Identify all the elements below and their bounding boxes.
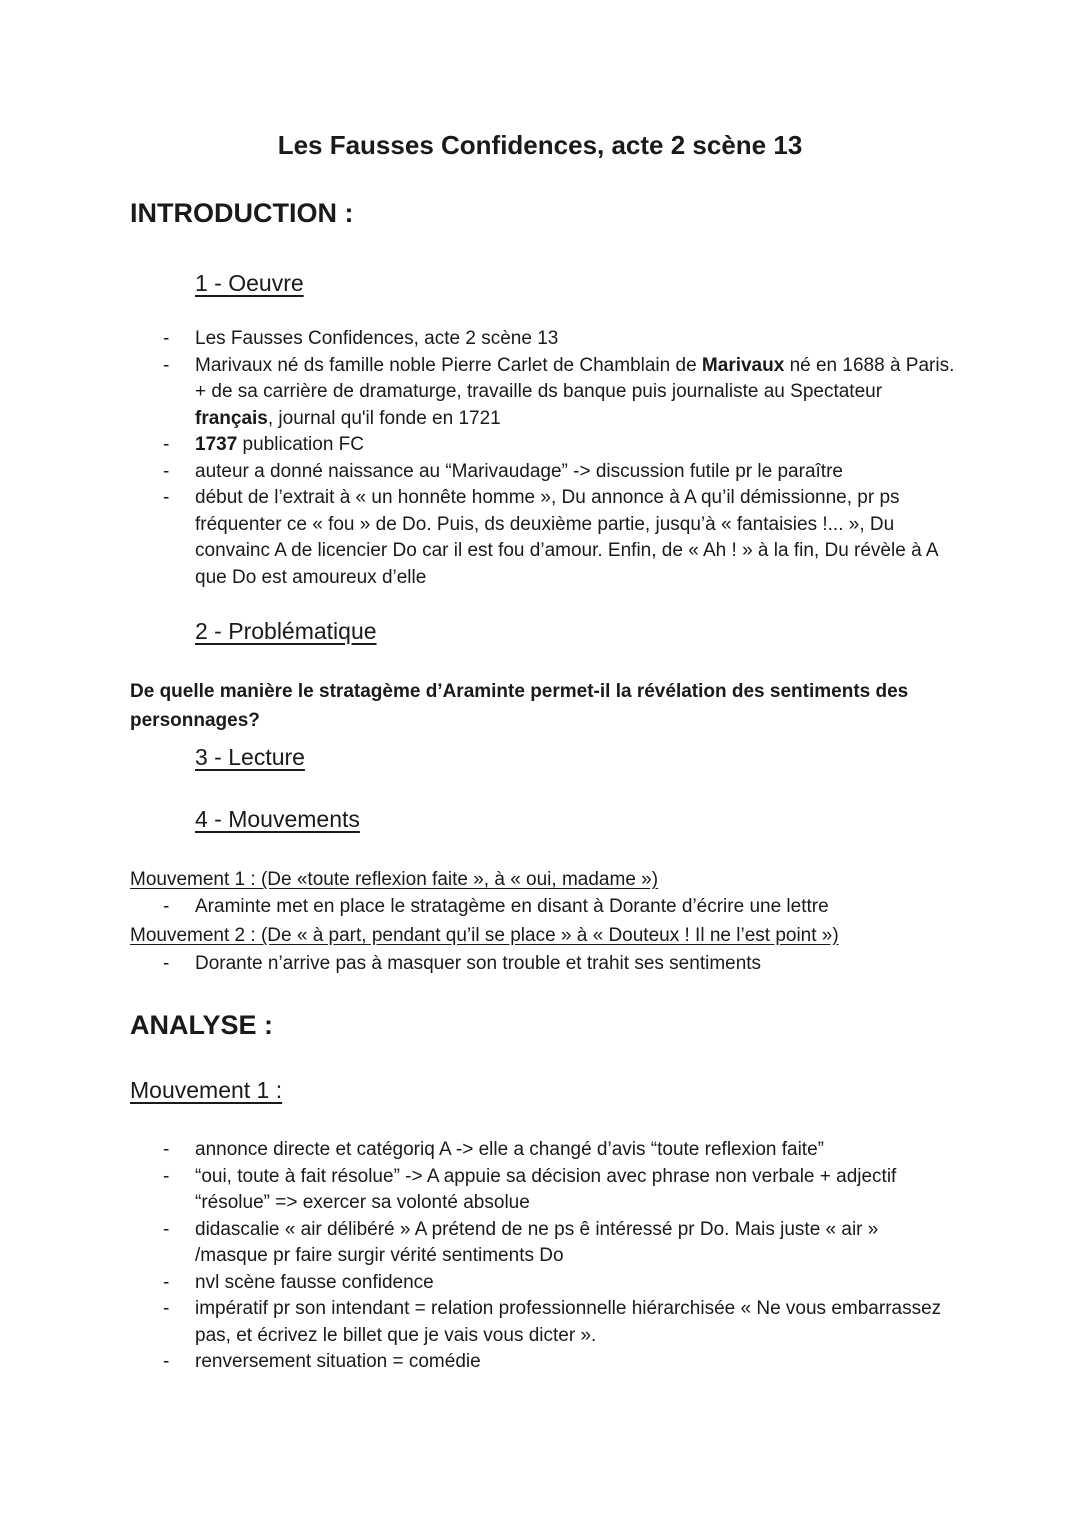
analyse-list xyxy=(0,1137,1000,1376)
list-item: - “oui, toute à fait résolue” -> A appuie sa décision avec phrase non verbale + adjectif “résolue” => exercer sa volonté absolue xyxy=(163,1165,897,1213)
list-item: - Araminte met en place le stratagème en disant à Dorante d’écrire une lettre xyxy=(163,896,829,917)
list-item: - Dorante n’arrive pas à masquer son trouble et trahit ses sentiments xyxy=(163,953,762,974)
list-item: - 1737 publication FC xyxy=(163,434,365,455)
mouvement-1-line: Mouvement 1 : (De «toute reflexion faite », à « oui, madame ») xyxy=(130,869,659,890)
mouvement-2-list xyxy=(0,951,1000,978)
list-item: - renversement situation = comédie xyxy=(163,1351,481,1372)
list-item: - nvl scène fausse confidence xyxy=(163,1271,434,1293)
section-problematique: 2 - Problématique xyxy=(195,618,377,644)
list-item: - didascalie « air délibéré » A prétend de ne ps ê intéressé pr Do. Mais juste « air » /masque pr faire surgir vérité sentiments Do xyxy=(163,1218,879,1266)
section-lecture: 3 - Lecture xyxy=(195,744,305,770)
mouvement-2-line: Mouvement 2 : (De « à part, pendant qu’il se place » à « Douteux ! Il ne l’est point ») xyxy=(130,925,839,946)
list-item: - impératif pr son intendant = relation professionnelle hiérarchisée « Ne vous embarrassez pas, et écrivez le billet que je vais vous dicter ». xyxy=(163,1298,942,1346)
introduction-heading: INTRODUCTION : xyxy=(130,198,354,228)
problematique-text: De quelle manière le stratagème d’Araminte permet-il la révélation des sentiments des personnages? xyxy=(130,681,909,731)
mouvement-1-list xyxy=(0,894,1000,921)
section-mouvements: 4 - Mouvements xyxy=(195,806,360,832)
list-item: - auteur a donné naissance au “Marivaudage” -> discussion futile pr le paraître xyxy=(163,460,843,482)
list-item: - début de l’extrait à « un honnête homme », Du annonce à A qu’il démissionne, pr ps fréquenter ce « fou » de Do. Puis, ds deuxième partie, jusqu’à « fantaisies !... », Du convainc A de licencier Do car il est fou d’amour. Enfin, de « Ah ! » à la fin, Du révèle à A que Do est amoureux d’elle xyxy=(163,487,938,588)
section-oeuvre: 1 - Oeuvre xyxy=(195,270,304,296)
analyse-heading: ANALYSE : xyxy=(130,1010,274,1040)
list-item: - Les Fausses Confidences, acte 2 scène 13 xyxy=(163,328,559,349)
oeuvre-list xyxy=(0,326,1000,591)
list-item: - Marivaux né ds famille noble Pierre Carlet de Chamblain de Marivaux né en 1688 à Paris. + de sa carrière de dramaturge, travaille ds banque puis journaliste au Spectateur français, journal qu'il fonde en 1721 xyxy=(163,354,955,429)
analyse-mouvement-1-heading: Mouvement 1 : xyxy=(130,1077,283,1103)
list-item: - annonce directe et catégoriq A -> elle a changé d’avis “toute reflexion faite” xyxy=(163,1139,824,1160)
page-title: Les Fausses Confidences, acte 2 scène 13 xyxy=(277,130,803,160)
